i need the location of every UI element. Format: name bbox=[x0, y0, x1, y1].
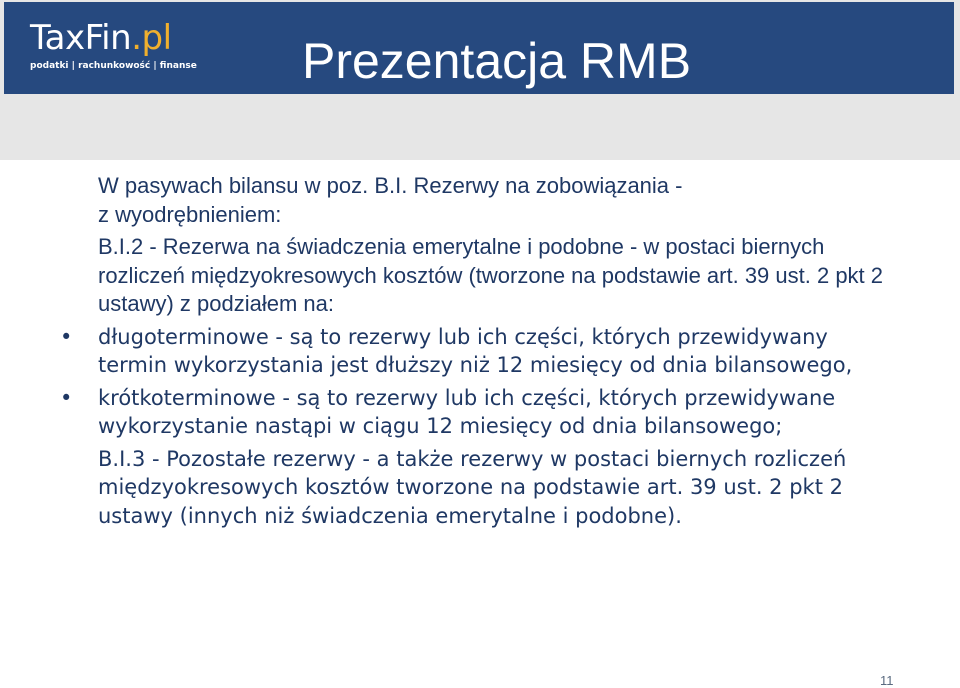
item-b-i-2: B.I.2 - Rezerwa na świadczenia emerytalne i podobne - w postaci biernych rozliczeń międzyokresowych kosztów (tworzone na podstawie art. 39 ust. 2 pkt 2 ustawy) z podziałem na: bbox=[98, 234, 884, 316]
slide-number: 11 bbox=[880, 673, 894, 688]
bullet-text-short-term: krótkoterminowe - są to rezerwy lub ich części, których przewidywane wykorzystanie nastąpi w ciągu 12 miesięcy od dnia bilansowego; bbox=[98, 385, 836, 438]
bullet-long-term bbox=[60, 323, 898, 380]
logo-tagline: podatki | rachunkowość | finanse bbox=[30, 61, 197, 71]
item-b-i-3: B.I.3 - Pozostałe rezerwy - a także rezerwy w postaci biernych rozliczeń międzyokresowych kosztów tworzone na podstawie art. 39 ust. 2 pkt 2 ustawy (innych niż świadczenia emerytalne i podobne). bbox=[98, 446, 847, 528]
intro-line-2: z wyodrębnieniem: bbox=[98, 201, 282, 227]
bullet-icon: • bbox=[60, 385, 73, 410]
bullet-icon: • bbox=[60, 324, 73, 349]
taxfin-logo bbox=[30, 18, 197, 72]
intro-line-1: W pasywach bilansu w poz. B.I. Rezerwy na zobowiązania - bbox=[98, 173, 683, 198]
slide-content bbox=[60, 172, 898, 534]
bullet-short-term bbox=[60, 384, 898, 441]
logo-name: TaxFin bbox=[30, 18, 132, 58]
slide-title: Prezentacja RMB bbox=[302, 33, 692, 89]
bullet-text-long-term: długoterminowe - są to rezerwy lub ich części, których przewidywany termin wykorzystania jest dłuższy niż 12 miesięcy od dnia bilansowego, bbox=[98, 324, 853, 377]
intro-paragraph bbox=[98, 172, 898, 229]
logo-tld: .pl bbox=[131, 18, 172, 58]
logo-wordmark bbox=[30, 18, 197, 58]
header-bar bbox=[4, 2, 954, 94]
